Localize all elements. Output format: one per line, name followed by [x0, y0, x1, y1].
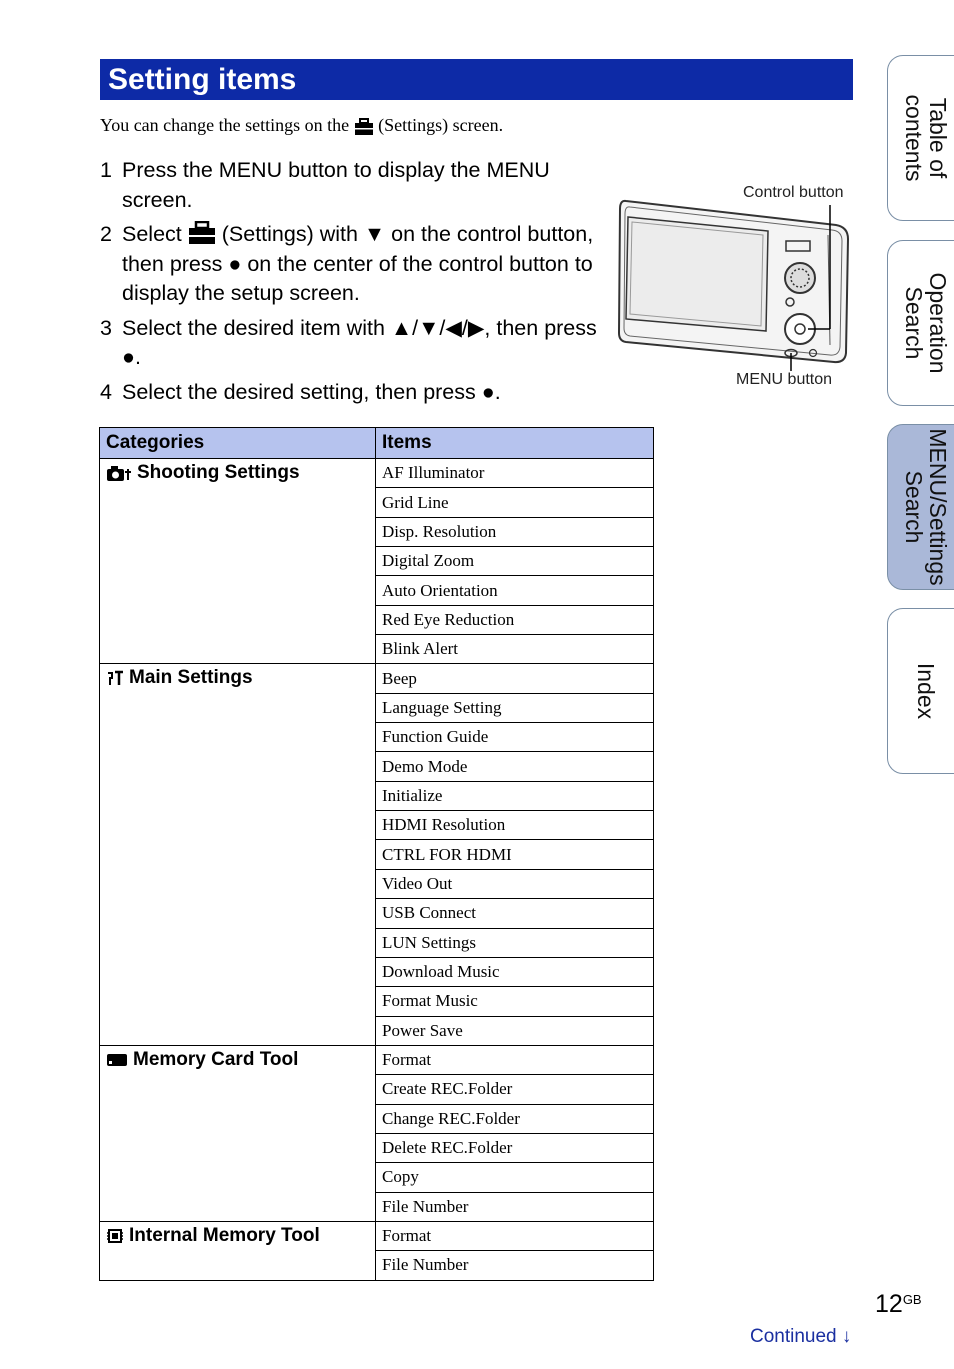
table-cell-item: Format Music [376, 987, 654, 1016]
table-cell-item: Video Out [376, 869, 654, 898]
table-cell-item: USB Connect [376, 899, 654, 928]
table-cell-item: AF Illuminator [376, 459, 654, 488]
table-row [100, 459, 654, 488]
table-cell-item: Grid Line [376, 488, 654, 517]
category-main-settings: Main Settings [100, 664, 376, 1045]
category-shooting-settings: Shooting Settings [100, 459, 376, 664]
table-cell-item: Initialize [376, 781, 654, 810]
camera-mode-dial [785, 263, 815, 293]
table-header-row [100, 428, 654, 459]
table-cell-item: CTRL FOR HDMI [376, 840, 654, 869]
tools-icon [106, 670, 124, 686]
table-cell-item: Format [376, 1045, 654, 1074]
table-cell-item: Format [376, 1221, 654, 1250]
category-internal-memory-tool: Internal Memory Tool [100, 1221, 376, 1280]
step-1: 1 Press the MENU button to display the MENU screen. [100, 158, 550, 212]
intro-after: (Settings) screen. [378, 115, 504, 135]
table-cell-item: Auto Orientation [376, 576, 654, 605]
step-4: 4 Select the desired setting, then press ●. [100, 379, 501, 404]
header-items: Items [376, 428, 654, 459]
table-cell-item: Delete REC.Folder [376, 1133, 654, 1162]
steps-list [100, 156, 610, 412]
table-cell-item: Change REC.Folder [376, 1104, 654, 1133]
continued-link[interactable]: Continued ↓ [750, 1326, 852, 1347]
tab-operation-search[interactable]: Operation Search [887, 240, 954, 406]
intro-text [100, 115, 503, 136]
memory-card-icon [106, 1053, 128, 1067]
control-button-label: Control button [743, 184, 844, 201]
table-cell-item: Power Save [376, 1016, 654, 1045]
category-memory-card-tool: Memory Card Tool [100, 1045, 376, 1221]
settings-table [99, 427, 654, 1281]
table-cell-item: LUN Settings [376, 928, 654, 957]
table-cell-item: Language Setting [376, 693, 654, 722]
toolbox-icon [354, 118, 374, 136]
page-number: $12^{GB}$ [875, 1290, 922, 1318]
camera-screen [626, 217, 768, 331]
table-cell-item: Red Eye Reduction [376, 605, 654, 634]
tab-index[interactable]: Index [887, 608, 954, 774]
table-cell-item: Blink Alert [376, 635, 654, 664]
menu-button-label: MENU button [736, 371, 833, 388]
page-title: Setting items [100, 59, 853, 100]
header-categories: Categories [100, 428, 376, 459]
step-3: 3 Select the desired item with ▲/▼/◀/▶, then press ●. [100, 315, 597, 369]
camera-back-illustration [616, 195, 852, 375]
intro-before: You can change the settings on the [100, 115, 350, 135]
table-cell-item: Digital Zoom [376, 547, 654, 576]
table-cell-item: HDMI Resolution [376, 811, 654, 840]
table-cell-item: Demo Mode [376, 752, 654, 781]
toolbox-icon [188, 221, 216, 245]
table-cell-item: File Number [376, 1192, 654, 1221]
internal-memory-icon [106, 1227, 124, 1245]
table-cell-item: Download Music [376, 957, 654, 986]
tab-menu-settings-search[interactable]: MENU/Settings Search [887, 424, 954, 590]
table-cell-item: Function Guide [376, 723, 654, 752]
table-cell-item: File Number [376, 1251, 654, 1280]
step-2: 2 Select (Settings) with ▼ on the control button, then press ● on the center of the control button to display the setup screen. [100, 222, 594, 305]
table-cell-item: Create REC.Folder [376, 1075, 654, 1104]
camera-settings-icon [106, 464, 132, 482]
table-row [100, 664, 654, 693]
table-cell-item: Copy [376, 1163, 654, 1192]
table-cell-item: Disp. Resolution [376, 517, 654, 546]
table-row [100, 1221, 654, 1250]
tab-table-of-contents[interactable]: Table of contents [887, 55, 954, 221]
table-row [100, 1045, 654, 1074]
table-cell-item: Beep [376, 664, 654, 693]
